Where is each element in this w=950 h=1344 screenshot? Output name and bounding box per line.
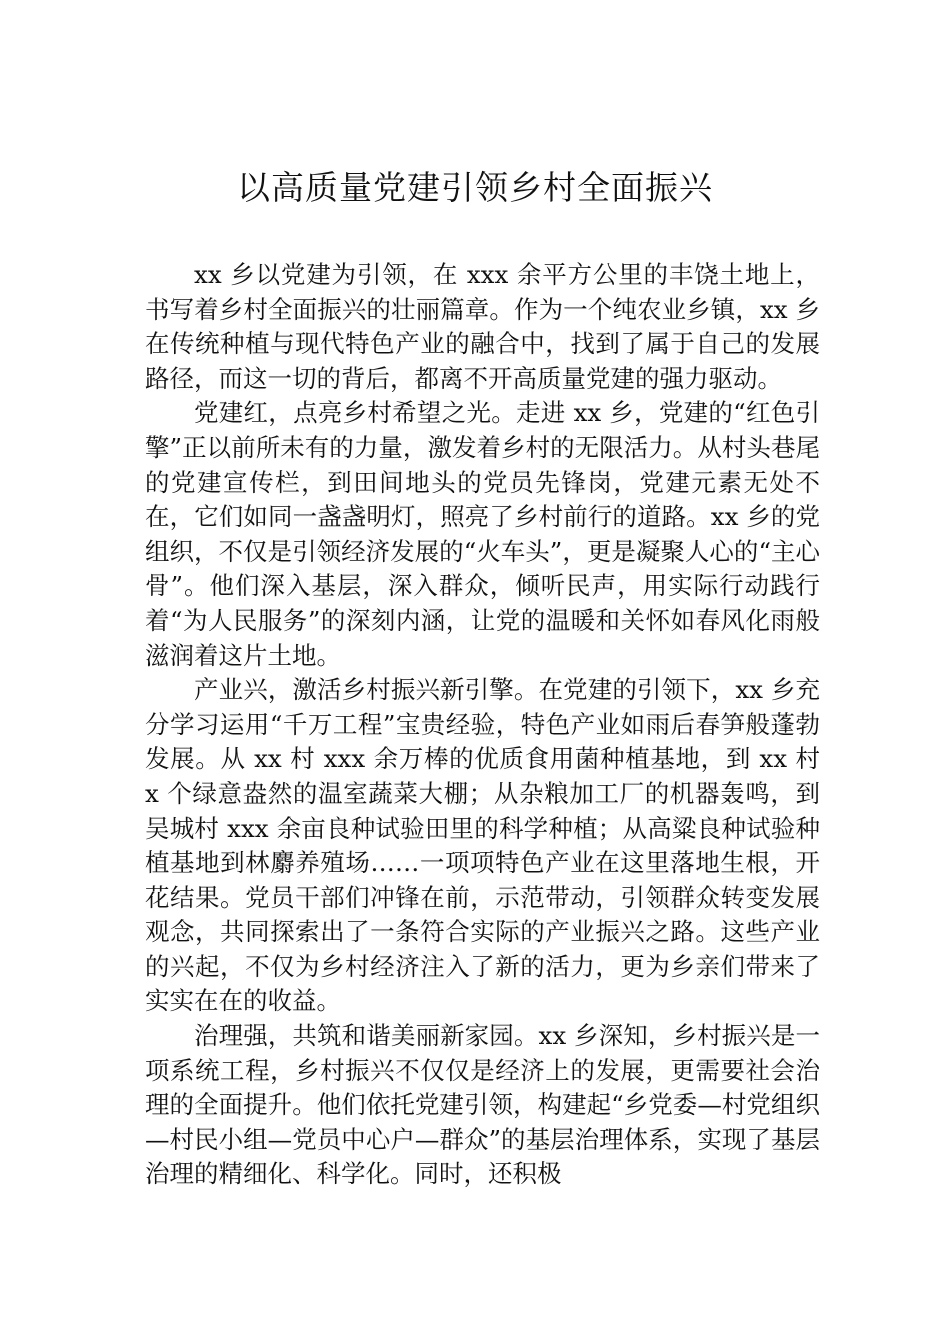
paragraph-intro: xx 乡以党建为引领，在 xxx 余平方公里的丰饶土地上，书写着乡村全面振兴的壮丽篇章。作为一个纯农业乡镇，xx 乡在传统种植与现代特色产业的融合中，找到了属于自己的发展路径，而这一切的背后，都离不开高质量党建的强力驱动。 — [145, 260, 820, 393]
paragraph-party-building: 党建红，点亮乡村希望之光。走进 xx 乡，党建的“红色引擎”正以前所未有的力量，激发着乡村的无限活力。从村头巷尾的党建宣传栏，到田间地头的党员先锋岗，党建元素无处不在，它们如同一盏盏明灯，照亮了乡村前行的道路。xx 乡的党组织，不仅是引领经济发展的“火车头”，更是凝聚人心的“主心骨”。他们深入基层，深入群众，倾听民声，用实际行动践行着“为人民服务”的深刻内涵，让党的温暖和关怀如春风化雨般滋润着这片土地。 — [145, 398, 820, 670]
paragraph-industry: 产业兴，激活乡村振兴新引擎。在党建的引领下，xx 乡充分学习运用“千万工程”宝贵经验，特色产业如雨后春笋般蓬勃发展。从 xx 村 xxx 余万棒的优质食用菌种植基地，到 xx 村 x 个绿意盎然的温室蔬菜大棚；从杂粮加工厂的机器轰鸣，到吴城村 xxx 余亩良种试验田里的科学种植；从高粱良种试验种植基地到林麝养殖场……一项项特色产业在这里落地生根，开花结果。党员干部们冲锋在前，示范带动，引领群众转变发展观念，共同探索出了一条符合实际的产业振兴之路。这些产业的兴起，不仅为乡村经济注入了新的活力，更为乡亲们带来了实实在在的收益。 — [145, 675, 820, 1016]
document-title: 以高质量党建引领乡村全面振兴 — [237, 168, 713, 207]
document-body — [145, 258, 820, 1192]
paragraph-governance: 治理强，共筑和谐美丽新家园。xx 乡深知，乡村振兴是一项系统工程，乡村振兴不仅仅是经济上的发展，更需要社会治理的全面提升。他们依托党建引领，构建起“乡党委—村党组织—村民小组—党员中心户—群众”的基层治理体系，实现了基层治理的精细化、科学化。同时，还积极 — [145, 1021, 820, 1189]
